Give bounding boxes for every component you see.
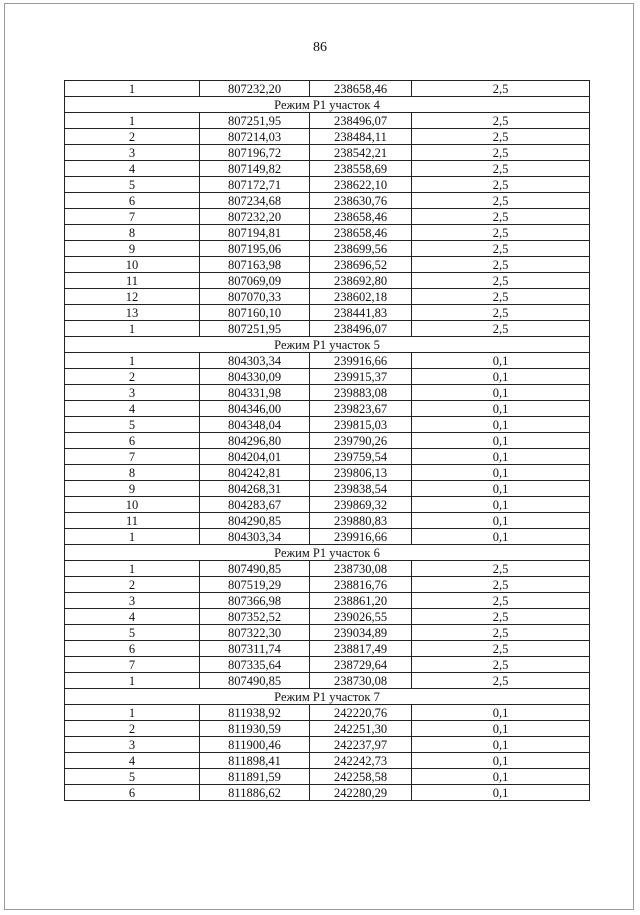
value-cell: 0,1 [412, 705, 590, 721]
x-coordinate-cell: 804348,04 [200, 417, 310, 433]
table-row [65, 705, 590, 721]
y-coordinate-cell: 238730,08 [310, 673, 412, 689]
point-number-cell: 5 [65, 625, 200, 641]
table-row [65, 241, 590, 257]
x-coordinate-cell: 804296,80 [200, 433, 310, 449]
y-coordinate-cell: 239790,26 [310, 433, 412, 449]
x-coordinate-cell: 807519,29 [200, 577, 310, 593]
y-coordinate-cell: 238622,10 [310, 177, 412, 193]
value-cell: 0,1 [412, 401, 590, 417]
y-coordinate-cell: 239806,13 [310, 465, 412, 481]
value-cell: 2,5 [412, 673, 590, 689]
table-row [65, 449, 590, 465]
page-number: 86 [313, 40, 327, 55]
value-cell: 2,5 [412, 177, 590, 193]
x-coordinate-cell: 804204,01 [200, 449, 310, 465]
x-coordinate-cell: 811900,46 [200, 737, 310, 753]
point-number-cell: 4 [65, 609, 200, 625]
y-coordinate-cell: 239869,32 [310, 497, 412, 513]
x-coordinate-cell: 804303,34 [200, 353, 310, 369]
x-coordinate-cell: 807490,85 [200, 561, 310, 577]
x-coordinate-cell: 811930,59 [200, 721, 310, 737]
x-coordinate-cell: 804330,09 [200, 369, 310, 385]
value-cell: 0,1 [412, 449, 590, 465]
table-row [65, 641, 590, 657]
y-coordinate-cell: 238602,18 [310, 289, 412, 305]
table-row [65, 113, 590, 129]
point-number-cell: 9 [65, 241, 200, 257]
value-cell: 2,5 [412, 113, 590, 129]
point-number-cell: 6 [65, 433, 200, 449]
point-number-cell: 4 [65, 401, 200, 417]
table-row [65, 561, 590, 577]
value-cell: 0,1 [412, 385, 590, 401]
x-coordinate-cell: 807232,20 [200, 81, 310, 97]
x-coordinate-cell: 807163,98 [200, 257, 310, 273]
y-coordinate-cell: 242220,76 [310, 705, 412, 721]
point-number-cell: 8 [65, 225, 200, 241]
table-row [65, 433, 590, 449]
point-number-cell: 3 [65, 737, 200, 753]
x-coordinate-cell: 811891,59 [200, 769, 310, 785]
point-number-cell: 6 [65, 193, 200, 209]
table-row [65, 385, 590, 401]
x-coordinate-cell: 807311,74 [200, 641, 310, 657]
value-cell: 2,5 [412, 209, 590, 225]
point-number-cell: 11 [65, 273, 200, 289]
y-coordinate-cell: 238817,49 [310, 641, 412, 657]
value-cell: 2,5 [412, 225, 590, 241]
point-number-cell: 6 [65, 641, 200, 657]
table-row [65, 209, 590, 225]
value-cell: 0,1 [412, 513, 590, 529]
table-row [65, 481, 590, 497]
table-row [65, 273, 590, 289]
x-coordinate-cell: 804303,34 [200, 529, 310, 545]
value-cell: 2,5 [412, 593, 590, 609]
y-coordinate-cell: 239026,55 [310, 609, 412, 625]
point-number-cell: 13 [65, 305, 200, 321]
x-coordinate-cell: 807194,81 [200, 225, 310, 241]
table-row [65, 625, 590, 641]
x-coordinate-cell: 807234,68 [200, 193, 310, 209]
table-row [65, 721, 590, 737]
point-number-cell: 4 [65, 753, 200, 769]
table-row [65, 129, 590, 145]
table-row [65, 81, 590, 97]
x-coordinate-cell: 811938,92 [200, 705, 310, 721]
table-row [65, 161, 590, 177]
table-row [65, 465, 590, 481]
point-number-cell: 3 [65, 145, 200, 161]
section-header-row [65, 337, 590, 353]
y-coordinate-cell: 238692,80 [310, 273, 412, 289]
table-row [65, 609, 590, 625]
y-coordinate-cell: 239759,54 [310, 449, 412, 465]
x-coordinate-cell: 804283,67 [200, 497, 310, 513]
x-coordinate-cell: 807322,30 [200, 625, 310, 641]
table-row [65, 769, 590, 785]
value-cell: 2,5 [412, 81, 590, 97]
y-coordinate-cell: 239916,66 [310, 353, 412, 369]
table-row [65, 673, 590, 689]
point-number-cell: 1 [65, 113, 200, 129]
table-row [65, 193, 590, 209]
value-cell: 0,1 [412, 753, 590, 769]
y-coordinate-cell: 238658,46 [310, 81, 412, 97]
value-cell: 2,5 [412, 321, 590, 337]
table-row [65, 257, 590, 273]
point-number-cell: 1 [65, 561, 200, 577]
value-cell: 0,1 [412, 769, 590, 785]
point-number-cell: 5 [65, 417, 200, 433]
table-row [65, 513, 590, 529]
value-cell: 0,1 [412, 433, 590, 449]
value-cell: 0,1 [412, 481, 590, 497]
value-cell: 2,5 [412, 577, 590, 593]
y-coordinate-cell: 238441,83 [310, 305, 412, 321]
value-cell: 0,1 [412, 497, 590, 513]
y-coordinate-cell: 238816,76 [310, 577, 412, 593]
point-number-cell: 1 [65, 353, 200, 369]
x-coordinate-cell: 807214,03 [200, 129, 310, 145]
value-cell: 2,5 [412, 657, 590, 673]
x-coordinate-cell: 807232,20 [200, 209, 310, 225]
point-number-cell: 7 [65, 449, 200, 465]
point-number-cell: 3 [65, 593, 200, 609]
x-coordinate-cell: 807251,95 [200, 321, 310, 337]
point-number-cell: 4 [65, 161, 200, 177]
x-coordinate-cell: 804242,81 [200, 465, 310, 481]
point-number-cell: 1 [65, 321, 200, 337]
table-row [65, 497, 590, 513]
x-coordinate-cell: 804268,31 [200, 481, 310, 497]
table-row [65, 289, 590, 305]
value-cell: 0,1 [412, 369, 590, 385]
y-coordinate-cell: 239034,89 [310, 625, 412, 641]
value-cell: 2,5 [412, 145, 590, 161]
value-cell: 2,5 [412, 625, 590, 641]
value-cell: 2,5 [412, 161, 590, 177]
y-coordinate-cell: 242280,29 [310, 785, 412, 801]
y-coordinate-cell: 239915,37 [310, 369, 412, 385]
section-header-row [65, 545, 590, 561]
y-coordinate-cell: 239823,67 [310, 401, 412, 417]
table-row [65, 529, 590, 545]
section-header-row [65, 97, 590, 113]
value-cell: 2,5 [412, 129, 590, 145]
point-number-cell: 1 [65, 673, 200, 689]
y-coordinate-cell: 242258,58 [310, 769, 412, 785]
coordinates-table-body [65, 81, 590, 801]
x-coordinate-cell: 804346,00 [200, 401, 310, 417]
point-number-cell: 2 [65, 721, 200, 737]
value-cell: 0,1 [412, 529, 590, 545]
x-coordinate-cell: 807366,98 [200, 593, 310, 609]
value-cell: 2,5 [412, 561, 590, 577]
y-coordinate-cell: 242251,30 [310, 721, 412, 737]
table-row [65, 417, 590, 433]
table-row [65, 753, 590, 769]
table-row [65, 305, 590, 321]
y-coordinate-cell: 238558,69 [310, 161, 412, 177]
y-coordinate-cell: 238542,21 [310, 145, 412, 161]
point-number-cell: 7 [65, 657, 200, 673]
value-cell: 0,1 [412, 737, 590, 753]
table-row [65, 577, 590, 593]
x-coordinate-cell: 811886,62 [200, 785, 310, 801]
y-coordinate-cell: 238861,20 [310, 593, 412, 609]
value-cell: 0,1 [412, 465, 590, 481]
point-number-cell: 1 [65, 81, 200, 97]
value-cell: 0,1 [412, 417, 590, 433]
value-cell: 2,5 [412, 289, 590, 305]
point-number-cell: 3 [65, 385, 200, 401]
value-cell: 2,5 [412, 305, 590, 321]
section-title: Режим Р1 участок 5 [65, 337, 590, 353]
table-row [65, 369, 590, 385]
table-row [65, 321, 590, 337]
x-coordinate-cell: 807352,52 [200, 609, 310, 625]
x-coordinate-cell: 807251,95 [200, 113, 310, 129]
table-row [65, 177, 590, 193]
x-coordinate-cell: 807172,71 [200, 177, 310, 193]
value-cell: 2,5 [412, 641, 590, 657]
y-coordinate-cell: 238696,52 [310, 257, 412, 273]
section-header-row [65, 689, 590, 705]
point-number-cell: 2 [65, 369, 200, 385]
x-coordinate-cell: 804290,85 [200, 513, 310, 529]
x-coordinate-cell: 807070,33 [200, 289, 310, 305]
y-coordinate-cell: 239916,66 [310, 529, 412, 545]
x-coordinate-cell: 811898,41 [200, 753, 310, 769]
point-number-cell: 10 [65, 497, 200, 513]
point-number-cell: 6 [65, 785, 200, 801]
point-number-cell: 10 [65, 257, 200, 273]
x-coordinate-cell: 804331,98 [200, 385, 310, 401]
point-number-cell: 9 [65, 481, 200, 497]
x-coordinate-cell: 807195,06 [200, 241, 310, 257]
point-number-cell: 2 [65, 129, 200, 145]
point-number-cell: 12 [65, 289, 200, 305]
table-row [65, 353, 590, 369]
point-number-cell: 1 [65, 529, 200, 545]
value-cell: 0,1 [412, 785, 590, 801]
value-cell: 0,1 [412, 721, 590, 737]
value-cell: 2,5 [412, 609, 590, 625]
point-number-cell: 2 [65, 577, 200, 593]
table-row [65, 593, 590, 609]
y-coordinate-cell: 242242,73 [310, 753, 412, 769]
table-row [65, 145, 590, 161]
point-number-cell: 11 [65, 513, 200, 529]
point-number-cell: 5 [65, 769, 200, 785]
y-coordinate-cell: 239880,83 [310, 513, 412, 529]
x-coordinate-cell: 807160,10 [200, 305, 310, 321]
section-title: Режим Р1 участок 4 [65, 97, 590, 113]
x-coordinate-cell: 807149,82 [200, 161, 310, 177]
value-cell: 2,5 [412, 241, 590, 257]
y-coordinate-cell: 238658,46 [310, 209, 412, 225]
y-coordinate-cell: 238730,08 [310, 561, 412, 577]
x-coordinate-cell: 807490,85 [200, 673, 310, 689]
point-number-cell: 7 [65, 209, 200, 225]
y-coordinate-cell: 239815,03 [310, 417, 412, 433]
coordinates-table [64, 80, 590, 801]
y-coordinate-cell: 238729,64 [310, 657, 412, 673]
point-number-cell: 5 [65, 177, 200, 193]
y-coordinate-cell: 238496,07 [310, 113, 412, 129]
y-coordinate-cell: 238496,07 [310, 321, 412, 337]
table-row [65, 401, 590, 417]
section-title: Режим Р1 участок 7 [65, 689, 590, 705]
point-number-cell: 1 [65, 705, 200, 721]
section-title: Режим Р1 участок 6 [65, 545, 590, 561]
point-number-cell: 8 [65, 465, 200, 481]
value-cell: 2,5 [412, 257, 590, 273]
table-row [65, 785, 590, 801]
y-coordinate-cell: 238658,46 [310, 225, 412, 241]
table-row [65, 225, 590, 241]
table-row [65, 737, 590, 753]
y-coordinate-cell: 239838,54 [310, 481, 412, 497]
table-row [65, 657, 590, 673]
y-coordinate-cell: 239883,08 [310, 385, 412, 401]
x-coordinate-cell: 807196,72 [200, 145, 310, 161]
value-cell: 2,5 [412, 273, 590, 289]
value-cell: 2,5 [412, 193, 590, 209]
x-coordinate-cell: 807335,64 [200, 657, 310, 673]
value-cell: 0,1 [412, 353, 590, 369]
y-coordinate-cell: 238484,11 [310, 129, 412, 145]
y-coordinate-cell: 242237,97 [310, 737, 412, 753]
y-coordinate-cell: 238699,56 [310, 241, 412, 257]
y-coordinate-cell: 238630,76 [310, 193, 412, 209]
x-coordinate-cell: 807069,09 [200, 273, 310, 289]
